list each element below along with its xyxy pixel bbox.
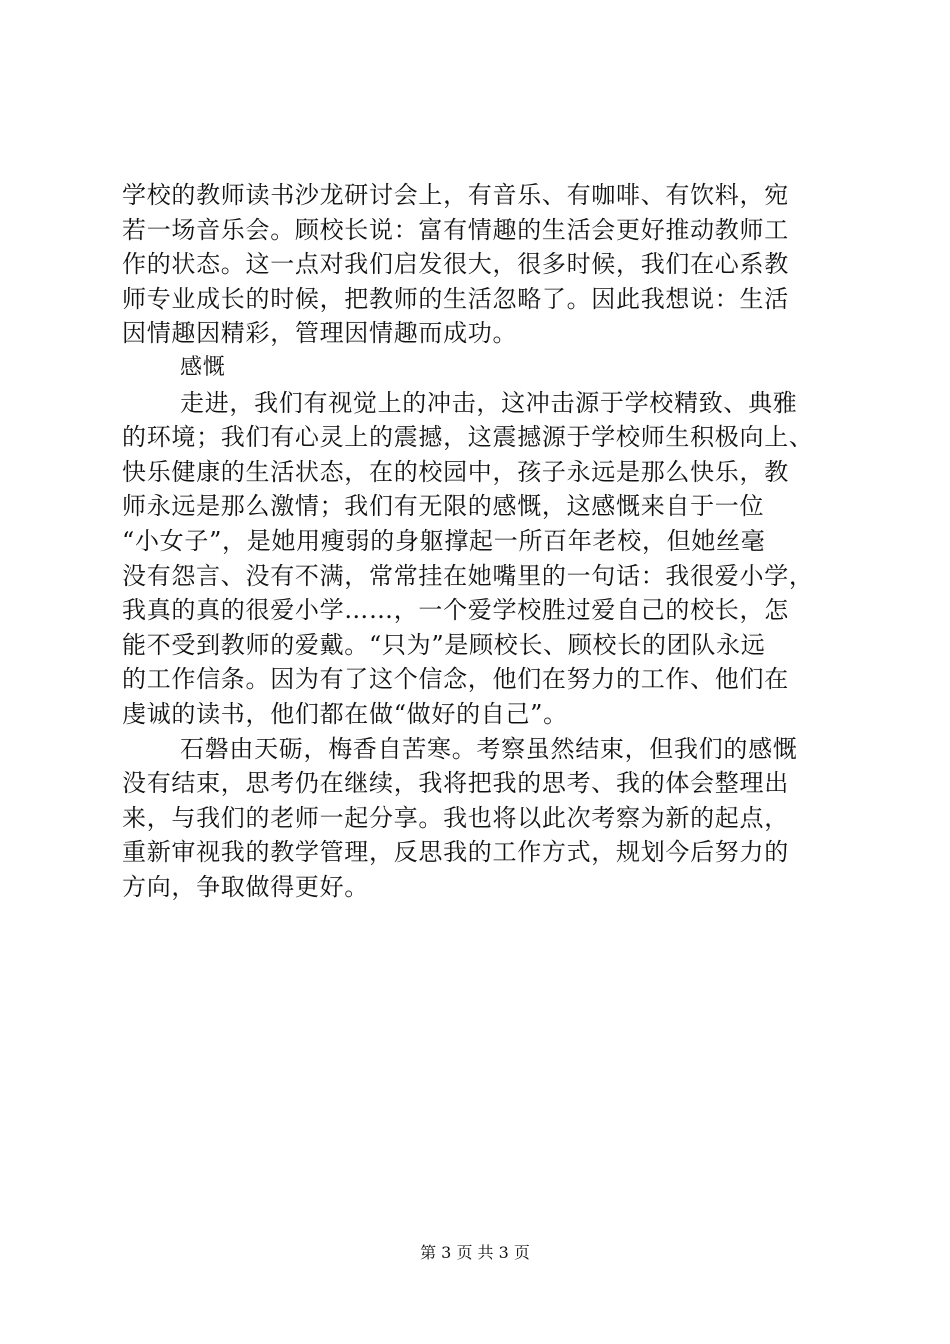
text-line: 因情趣因精彩，管理因情趣而成功。: [122, 319, 518, 348]
text-line: 的工作信条。因为有了这个信念，他们在努力的工作、他们在: [122, 665, 789, 694]
text-line: 石磐由天砺，梅香自苦寒。考察虽然结束，但我们的感慨: [180, 734, 798, 763]
text-line: 师永远是那么激情；我们有无限的感慨，这感慨来自于一位: [122, 492, 765, 521]
text-line: 来，与我们的老师一起分享。我也将以此次考察为新的起点，: [122, 803, 789, 832]
text-line: 作的状态。这一点对我们启发很大，很多时候，我们在心系教: [122, 250, 789, 279]
paragraph-1: [122, 178, 842, 351]
text-line: 快乐健康的生活状态，在的校园中，孩子永远是那么快乐，教: [122, 457, 789, 486]
text-line: 的环境；我们有心灵上的震撼，这震撼源于学校师生积极向上、: [122, 423, 814, 452]
text-line: 学校的教师读书沙龙研讨会上，有音乐、有咖啡、有饮料，宛: [122, 181, 789, 209]
paragraph-3: [122, 732, 842, 905]
text-line: 若一场音乐会。顾校长说：富有情趣的生活会更好推动教师工: [122, 215, 789, 244]
paragraph-2: [122, 386, 842, 732]
text-line: 没有结束，思考仍在继续，我将把我的思考、我的体会整理出: [122, 769, 789, 798]
text-line: “小女子”，是她用瘦弱的身躯撑起一所百年老校，但她丝毫: [122, 526, 766, 555]
document-body: [122, 178, 842, 904]
page-footer: 第 3 页 共 3 页: [420, 1243, 530, 1262]
text-line: 能不受到教师的爱戴。“只为”是顾校长、顾校长的团队永远: [122, 630, 766, 659]
text-line: 重新审视我的教学管理，反思我的工作方式，规划今后努力的: [122, 838, 789, 867]
section-heading: 感慨: [180, 354, 226, 380]
text-line: 我真的真的很爱小学……，一个爱学校胜过爱自己的校长，怎: [122, 596, 789, 625]
text-line: 没有怨言、没有不满，常常挂在她嘴里的一句话：我很爱小学，: [122, 561, 814, 590]
text-line: 师专业成长的时候，把教师的生活忽略了。因此我想说：生活: [122, 284, 789, 313]
text-line: 走进，我们有视觉上的冲击，这冲击源于学校精致、典雅: [180, 388, 798, 417]
text-line: 方向，争取做得更好。: [122, 872, 369, 901]
text-line: 虔诚的读书，他们都在做“做好的自己”。: [122, 699, 568, 728]
